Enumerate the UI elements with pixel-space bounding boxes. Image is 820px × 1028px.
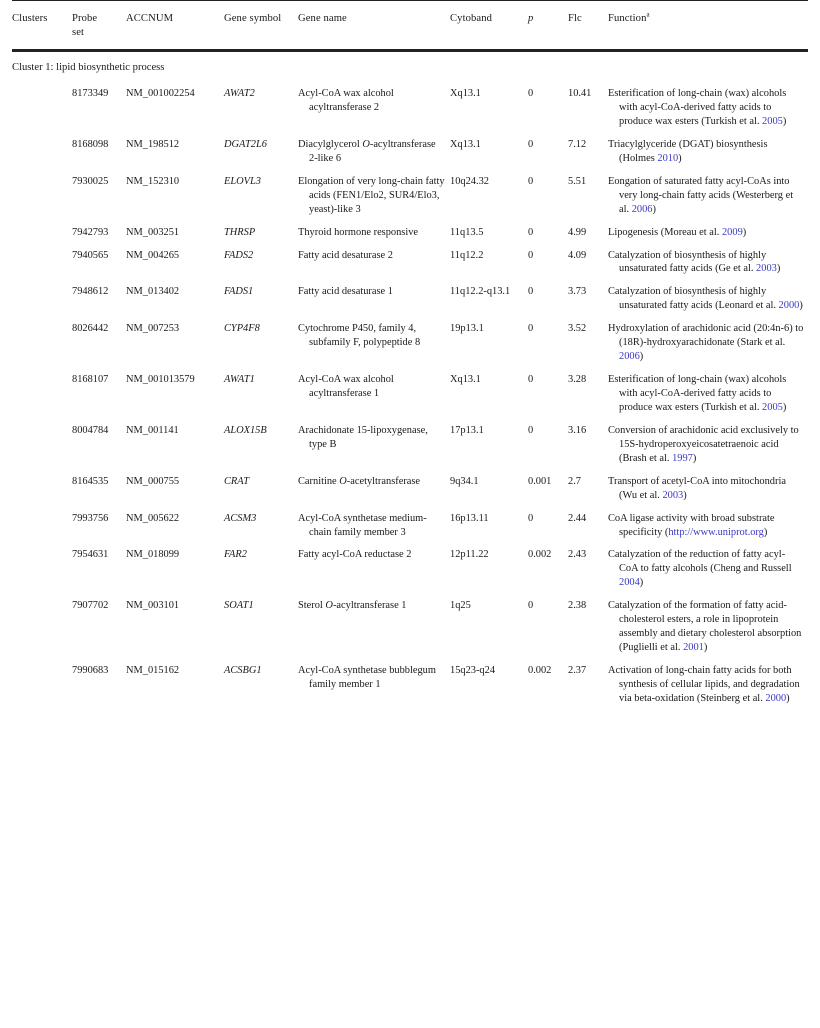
cell-clusters — [12, 507, 72, 544]
cell-cytoband — [450, 281, 528, 318]
cell-cytoband — [450, 470, 528, 507]
cell-p-value: 0.002 — [528, 549, 552, 561]
cell-probe-set: 7942793 — [72, 226, 109, 238]
gene-name-italic-prefix: O — [362, 138, 370, 150]
cell-gene-symbol: FAR2 — [224, 549, 247, 561]
cell-p-value: 0 — [528, 249, 534, 261]
cell-function — [608, 244, 808, 281]
gene-name-text: Fatty acid desaturase 1 — [298, 286, 393, 298]
cell-cytoband — [450, 507, 528, 544]
column-header-gene-symbol — [224, 1, 298, 50]
table-row — [12, 244, 808, 281]
cell-gene-symbol: ELOVL3 — [224, 175, 261, 187]
cell-clusters — [12, 369, 72, 420]
cell-p-value: 0 — [528, 226, 534, 238]
citation-year-link[interactable]: 2003 — [662, 489, 684, 501]
cell-gene-symbol: ACSBG1 — [224, 665, 262, 676]
function-text: Activation of long-chain fatty acids for both synthesis of cellular lipids, and degradation via beta-oxidation (Steinberg et al. 2000) — [608, 665, 800, 704]
cytoband-text: Xq13.1 — [450, 374, 481, 386]
citation-year-link[interactable]: 2000 — [765, 692, 787, 704]
table-row — [12, 281, 808, 318]
gene-name-text: Fatty acyl-CoA reductase 2 — [298, 549, 412, 561]
citation-year-link[interactable]: 2000 — [778, 300, 800, 312]
citation-year-link[interactable]: 2010 — [657, 152, 679, 164]
cytoband-text: 1q25 — [450, 600, 471, 612]
column-header-clusters-label: Clusters — [12, 13, 48, 24]
column-header-flc-label: Flc — [568, 13, 582, 24]
cell-gene-symbol: AWAT2 — [224, 88, 255, 100]
column-header-flc — [568, 1, 608, 50]
function-text: Catalyzation of the formation of fatty acid-cholesterol esters, a role in lipoprotein assembly and dietary cholesterol absorption (Puglielli et al. 2001) — [608, 600, 802, 654]
cell-accnum: NM_152310 — [126, 175, 180, 187]
column-header-probe-set-line2: set — [72, 27, 85, 39]
cell-accnum: NM_007253 — [126, 323, 180, 335]
cell-clusters — [12, 244, 72, 281]
cell-probe-set: 8026442 — [72, 323, 109, 335]
gene-name-italic-prefix: O — [339, 475, 347, 487]
cell-accnum: NM_003251 — [126, 226, 180, 238]
cell-gene-name — [298, 281, 450, 318]
cell-accnum: NM_000755 — [126, 475, 180, 487]
gene-name-text: Elongation of very long-chain fatty acids (FEN1/Elo2, SUR4/Elo3, yeast)-like 3 — [298, 175, 445, 215]
cell-accnum: NM_001141 — [126, 424, 179, 436]
cytoband-text: 12p11.22 — [450, 549, 489, 561]
function-text: Esterification of long-chain (wax) alcohols with acyl-CoA-derived fatty acids to produce wax esters (Turkish et al. 2005) — [608, 88, 787, 127]
cell-probe-set: 7930025 — [72, 175, 109, 187]
cell-p-value: 0 — [528, 374, 534, 386]
column-header-p-value-label: p — [528, 13, 534, 24]
gene-name-italic-prefix: O — [325, 600, 333, 612]
cell-function — [608, 83, 808, 134]
cell-probe-set: 8168098 — [72, 138, 109, 150]
cell-clusters — [12, 470, 72, 507]
cell-function — [608, 221, 808, 244]
cell-flc: 3.52 — [568, 323, 587, 335]
cell-cytoband — [450, 595, 528, 660]
cell-gene-symbol: FADS1 — [224, 286, 254, 298]
cell-gene-name — [298, 595, 450, 660]
cell-cytoband — [450, 83, 528, 134]
cytoband-text: 16p13.11 — [450, 512, 489, 524]
cell-probe-set: 7948612 — [72, 286, 109, 298]
gene-name-text: Carnitine O-acetyltransferase — [298, 475, 421, 487]
cell-flc: 4.09 — [568, 249, 587, 261]
column-header-gene-name-label: Gene name — [298, 13, 347, 24]
cell-gene-name — [298, 83, 450, 134]
cell-accnum: NM_001013579 — [126, 374, 195, 386]
table-row — [12, 221, 808, 244]
cell-function — [608, 470, 808, 507]
citation-year-link[interactable]: 2004 — [619, 577, 640, 589]
cell-gene-name — [298, 170, 450, 221]
cell-accnum: NM_005622 — [126, 512, 180, 524]
cell-gene-symbol: FADS2 — [224, 249, 254, 261]
cell-accnum: NM_198512 — [126, 138, 180, 150]
cell-p-value: 0 — [528, 175, 534, 187]
citation-year-link[interactable]: 2006 — [631, 203, 653, 215]
cell-flc: 7.12 — [568, 138, 587, 150]
function-text: CoA ligase activity with broad substrate specificity (http://www.uniprot.org) — [608, 512, 775, 538]
column-header-probe-set — [72, 1, 126, 50]
cell-probe-set: 8164535 — [72, 475, 109, 487]
cell-p-value: 0 — [528, 138, 534, 150]
column-header-function-label: Function — [608, 13, 647, 24]
cell-probe-set: 8168107 — [72, 374, 109, 386]
cell-function — [608, 544, 808, 595]
cell-probe-set: 8173349 — [72, 88, 109, 100]
cell-flc: 5.51 — [568, 175, 587, 187]
gene-name-text: Cytochrome P450, family 4, subfamily F, polypeptide 8 — [298, 323, 421, 349]
cell-accnum: NM_001002254 — [126, 88, 195, 100]
cluster-heading-row — [12, 51, 808, 82]
cell-probe-set: 7907702 — [72, 600, 109, 612]
function-text: Esterification of long-chain (wax) alcohols with acyl-CoA-derived fatty acids to produce wax esters (Turkish et al. 2005) — [608, 374, 787, 413]
cell-function — [608, 369, 808, 420]
gene-expression-table — [12, 0, 808, 710]
cell-cytoband — [450, 170, 528, 221]
cell-p-value: 0 — [528, 512, 534, 524]
function-text: Conversion of arachidonic acid exclusively to 15S-hydroperoxyeicosatetraenoic acid (Brash et al. 1997) — [608, 424, 799, 464]
citation-year-link[interactable]: 1997 — [672, 452, 693, 464]
cell-accnum: NM_003101 — [126, 600, 180, 612]
cytoband-text: 17p13.1 — [450, 424, 484, 436]
table-row — [12, 470, 808, 507]
cell-flc: 2.43 — [568, 549, 587, 561]
column-header-function-footnote-marker: a — [646, 10, 650, 19]
cell-accnum: NM_004265 — [126, 249, 180, 261]
cell-flc: 2.38 — [568, 600, 587, 612]
cell-function — [608, 318, 808, 369]
citation-year-link[interactable]: 2001 — [683, 642, 704, 654]
cell-gene-symbol: CYP4F8 — [224, 323, 260, 335]
cell-clusters — [12, 221, 72, 244]
cell-flc: 4.99 — [568, 226, 587, 238]
cell-probe-set: 7993756 — [72, 512, 109, 524]
cytoband-text: 19p13.1 — [450, 323, 484, 335]
cell-clusters — [12, 133, 72, 170]
cell-function — [608, 419, 808, 470]
cell-gene-name — [298, 244, 450, 281]
cell-p-value: 0 — [528, 323, 534, 335]
cell-probe-set: 7954631 — [72, 549, 109, 561]
cell-function — [608, 660, 808, 711]
column-header-gene-name — [298, 1, 450, 50]
column-header-function — [608, 1, 808, 50]
table-row — [12, 318, 808, 369]
header-row — [12, 1, 808, 50]
cell-flc: 10.41 — [568, 88, 592, 100]
gene-name-text: Thyroid hormone responsive — [298, 226, 419, 238]
cell-probe-set: 8004784 — [72, 424, 109, 436]
cell-gene-name — [298, 419, 450, 470]
cell-cytoband — [450, 369, 528, 420]
cell-gene-name — [298, 660, 450, 711]
cell-function — [608, 507, 808, 544]
cell-cytoband — [450, 419, 528, 470]
column-header-probe-set-line1: Probe — [72, 13, 98, 24]
cell-function — [608, 595, 808, 660]
citation-year-link[interactable]: 2005 — [762, 401, 783, 413]
cell-probe-set: 7990683 — [72, 665, 109, 676]
cell-flc: 3.28 — [568, 374, 587, 386]
gene-name-text: Diacylglycerol O-acyltransferase 2-like 6 — [298, 138, 436, 164]
cell-cytoband — [450, 133, 528, 170]
cell-gene-symbol: DGAT2L6 — [224, 138, 267, 150]
function-text: Eongation of saturated fatty acyl-CoAs into very long-chain fatty acids (Westerberg et al. 2006) — [608, 175, 794, 215]
cell-clusters — [12, 318, 72, 369]
table-row — [12, 369, 808, 420]
cytoband-text: 9q34.1 — [450, 475, 479, 487]
cytoband-text: 11q13.5 — [450, 226, 484, 238]
cell-function — [608, 133, 808, 170]
cell-gene-symbol: THRSP — [224, 226, 256, 238]
cell-flc: 2.37 — [568, 665, 587, 676]
gene-name-text: Acyl-CoA synthetase medium-chain family member 3 — [298, 512, 427, 538]
cell-probe-set: 7940565 — [72, 249, 109, 261]
cell-p-value: 0 — [528, 600, 534, 612]
gene-name-text: Acyl-CoA wax alcohol acyltransferase 2 — [298, 88, 394, 113]
cytoband-text: 15q23-q24 — [450, 665, 496, 676]
cell-p-value: 0.001 — [528, 475, 552, 487]
citation-year-link[interactable]: 2005 — [762, 115, 783, 127]
cell-gene-symbol: SOAT1 — [224, 600, 254, 612]
citation-year-link[interactable]: 2003 — [756, 263, 777, 275]
function-text: Hydroxylation of arachidonic acid (20:4n-6) to (18R)-hydroxyarachidonate (Stark et al. 2006) — [608, 323, 804, 363]
cell-function — [608, 170, 808, 221]
cell-gene-symbol: ALOX15B — [224, 424, 267, 436]
cell-gene-symbol: AWAT1 — [224, 374, 255, 386]
cell-accnum: NM_018099 — [126, 549, 180, 561]
column-header-gene-symbol-label: Gene symbol — [224, 13, 282, 24]
cell-cytoband — [450, 660, 528, 711]
cytoband-text: 10q24.32 — [450, 175, 489, 187]
cell-cytoband — [450, 221, 528, 244]
function-text: Transport of acetyl-CoA into mitochondria (Wu et al. 2003) — [608, 475, 786, 501]
table-row — [12, 595, 808, 660]
cell-p-value: 0 — [528, 424, 534, 436]
cytoband-text: 11q12.2-q13.1 — [450, 286, 511, 298]
external-url-link[interactable]: http://www.uniprot.org — [668, 526, 764, 538]
cell-clusters — [12, 281, 72, 318]
cell-cytoband — [450, 544, 528, 595]
function-text: Catalyzation of the reduction of fatty acyl-CoA to fatty alcohols (Cheng and Russell 2004) — [608, 549, 792, 589]
cell-clusters — [12, 595, 72, 660]
cell-clusters — [12, 419, 72, 470]
column-header-p-value — [528, 1, 568, 50]
cell-gene-name — [298, 133, 450, 170]
cell-clusters — [12, 660, 72, 711]
cell-cytoband — [450, 318, 528, 369]
cell-gene-name — [298, 221, 450, 244]
cytoband-text: Xq13.1 — [450, 88, 481, 100]
column-header-accnum — [126, 1, 224, 50]
cell-gene-name — [298, 507, 450, 544]
cell-function — [608, 281, 808, 318]
cell-gene-name — [298, 544, 450, 595]
cell-flc: 3.73 — [568, 286, 587, 298]
gene-name-text: Fatty acid desaturase 2 — [298, 249, 393, 261]
cell-gene-symbol: CRAT — [224, 475, 250, 487]
cell-clusters — [12, 544, 72, 595]
cell-flc: 2.7 — [568, 475, 581, 487]
column-header-cytoband-label: Cytoband — [450, 13, 492, 24]
gene-name-text: Acyl-CoA synthetase bubblegum family member 1 — [298, 665, 436, 690]
function-text: Catalyzation of biosynthesis of highly unsaturated fatty acids (Ge et al. 2003) — [608, 249, 781, 275]
cytoband-text: 11q12.2 — [450, 249, 484, 261]
function-text: Lipogenesis (Moreau et al. 2009) — [608, 226, 747, 238]
column-header-clusters — [12, 1, 72, 50]
cell-gene-name — [298, 470, 450, 507]
column-header-cytoband — [450, 1, 528, 50]
table-row — [12, 419, 808, 470]
cell-gene-symbol: ACSM3 — [224, 512, 257, 524]
cell-accnum: NM_013402 — [126, 286, 180, 298]
citation-year-link[interactable]: 2009 — [721, 226, 743, 238]
gene-name-text: Acyl-CoA wax alcohol acyltransferase 1 — [298, 374, 394, 399]
function-text: Catalyzation of biosynthesis of highly unsaturated fatty acids (Leonard et al. 2000) — [608, 286, 803, 312]
cell-gene-name — [298, 318, 450, 369]
cell-p-value: 0 — [528, 88, 534, 100]
cell-flc: 3.16 — [568, 424, 587, 436]
cell-p-value: 0.002 — [528, 665, 552, 676]
cell-accnum: NM_015162 — [126, 665, 180, 676]
cell-flc: 2.44 — [568, 512, 587, 524]
cell-gene-name — [298, 369, 450, 420]
cytoband-text: Xq13.1 — [450, 138, 481, 150]
cell-clusters — [12, 170, 72, 221]
gene-name-text: Sterol O-acyltransferase 1 — [298, 600, 407, 612]
function-text: Triacylglyceride (DGAT) biosynthesis (Holmes 2010) — [608, 138, 768, 164]
table-body — [12, 51, 808, 710]
table-row — [12, 507, 808, 544]
table-row — [12, 660, 808, 711]
table-row — [12, 133, 808, 170]
gene-name-text: Arachidonate 15-lipoxygenase, type B — [298, 424, 428, 450]
cluster-heading-label: Cluster 1: lipid biosynthetic process — [12, 62, 165, 74]
cell-cytoband — [450, 244, 528, 281]
table-header — [12, 1, 808, 52]
cell-clusters — [12, 83, 72, 134]
column-header-accnum-label: ACCNUM — [126, 13, 174, 24]
citation-year-link[interactable]: 2006 — [619, 351, 640, 363]
table-row — [12, 83, 808, 134]
cell-p-value: 0 — [528, 286, 534, 298]
table-row — [12, 170, 808, 221]
table-row — [12, 544, 808, 595]
